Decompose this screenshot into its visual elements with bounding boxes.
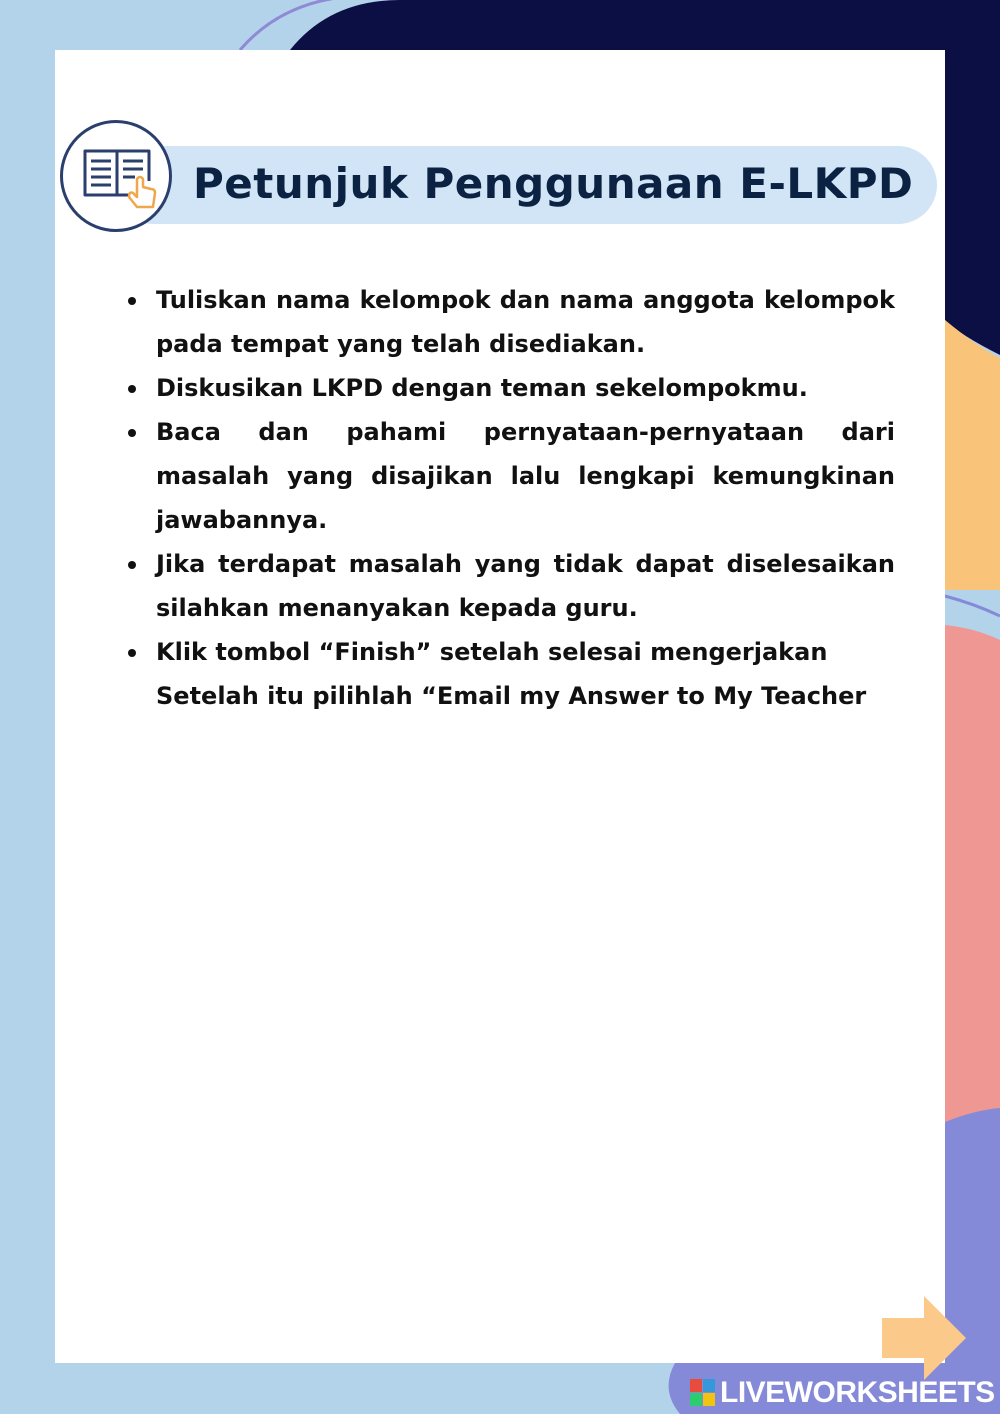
instruction-text: Baca dan pahami pernyataan-pernyataan dari masalah yang disajikan lalu lengkapi kemungkinan jawabannya.	[156, 418, 895, 534]
book-pointer-icon	[81, 145, 157, 211]
instruction-text: Setelah itu pilihlah “Email my Answer to My Teacher	[156, 682, 867, 710]
liveworksheets-logo-icon	[690, 1379, 716, 1407]
liveworksheets-brand	[690, 1374, 995, 1412]
arrow-right-icon[interactable]	[882, 1296, 968, 1380]
brand-name: LIVEWORKSHEETS	[720, 1376, 995, 1409]
instruction-list	[120, 278, 895, 718]
instruction-text: Klik tombol “Finish” setelah selesai mengerjakan	[156, 638, 828, 666]
instruction-text: Jika terdapat masalah yang tidak dapat diselesaikan silahkan menanyakan kepada guru.	[156, 550, 895, 622]
instruction-text: Diskusikan LKPD dengan teman sekelompokmu.	[156, 374, 808, 402]
instruction-item	[120, 278, 895, 366]
instruction-item	[120, 366, 895, 410]
header-icon-badge	[60, 120, 172, 232]
instruction-item	[120, 630, 895, 718]
page-title: Petunjuk Penggunaan E-LKPD	[193, 159, 914, 208]
instruction-item	[120, 542, 895, 630]
instruction-text: Tuliskan nama kelompok dan nama anggota kelompok pada tempat yang telah disediakan.	[156, 286, 895, 358]
instruction-item	[120, 410, 895, 542]
